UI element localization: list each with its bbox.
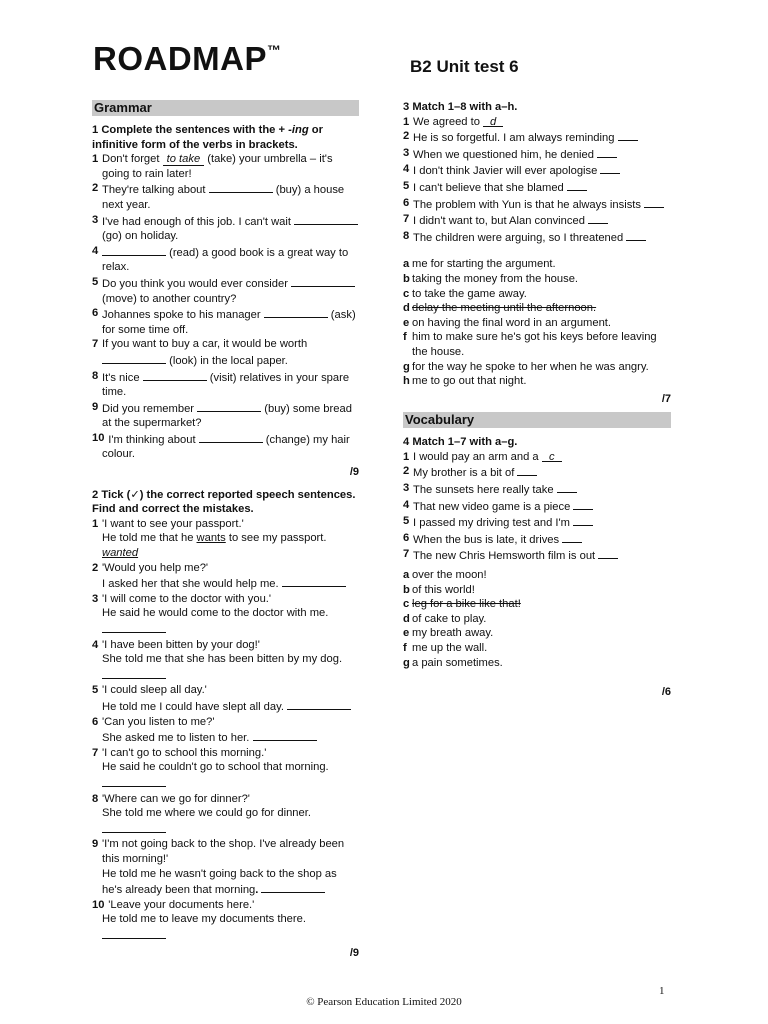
answer-blank[interactable] — [597, 146, 617, 158]
ex2-item-7: 7 'I can't go to school this morning.' He said he couldn't go to school that morning. — [92, 746, 359, 792]
ex2-item-3: 3 'I will come to the doctor with you.' He said he would come to the doctor with me. — [92, 592, 359, 638]
vocab-item-7: 7 The new Chris Hemsworth film is out — [403, 547, 671, 564]
exercise-1-score: /9 — [349, 466, 359, 479]
match-item-6: 6 The problem with Yun is that he always insists — [403, 196, 671, 213]
page-number: 1 — [659, 985, 665, 997]
ex1-item-7: 7 If you want to buy a car, it would be worth (look) in the local paper. — [92, 338, 308, 367]
answer-blank[interactable] — [102, 244, 166, 256]
answer-blank[interactable] — [287, 698, 351, 710]
unit-title: B2 Unit test 6 — [410, 57, 519, 76]
vocab-option-g: g a pain sometimes. — [403, 656, 503, 669]
ex1-item-8: 8 It's nice (visit) relatives in your spare time. — [92, 369, 350, 399]
ex2-item-6: 6 'Can you listen to me?' She asked me to listen to her. — [92, 715, 359, 746]
ex2-item-8: 8 'Where can we go for dinner?' She told me where we could go for dinner. — [92, 792, 359, 838]
ex1-item-6: 6 Johannes spoke to his manager (ask) for some time off. — [92, 307, 356, 336]
ex2-item-5: 5 'I could sleep all day.' He told me I could have slept all day. — [92, 683, 359, 714]
match-option-b: b taking the money from the house. — [403, 272, 579, 285]
vocab-option-c: c leg for a bike like that! — [403, 598, 521, 611]
answer-blank[interactable] — [291, 275, 355, 287]
answer-blank[interactable] — [600, 162, 620, 174]
exercise-4-options — [403, 568, 671, 670]
match-item-8: 8 The children were arguing, so I threatened — [403, 229, 671, 246]
match-item-5: 5 I can't believe that she blamed — [403, 179, 671, 196]
copyright-footer: © Pearson Education Limited 2020 — [306, 996, 462, 1008]
left-column — [92, 100, 359, 961]
ex2-item-10: 10 'Leave your documents here.' He told me to leave my documents there. — [92, 898, 359, 944]
match-item-2: 2 He is so forgetful. I am always reminding — [403, 129, 671, 146]
match-item-1: 1 We agreed to d — [403, 115, 671, 130]
answer-blank[interactable] — [573, 514, 593, 526]
exercise-4-score: /6 — [661, 686, 671, 699]
match-option-c: c to take the game away. — [403, 287, 527, 300]
vocab-option-a: a over the moon! — [403, 569, 487, 582]
exercise-3-score: /7 — [661, 392, 671, 405]
match-option-g: g for the way he spoke to her when he was angry. — [403, 360, 649, 373]
answer-blank[interactable] — [294, 213, 358, 225]
answer-blank[interactable] — [261, 881, 325, 893]
vocabulary-heading: Vocabulary — [403, 412, 671, 428]
answer-blank[interactable] — [562, 531, 582, 543]
example-answer: to take — [163, 153, 205, 166]
exercise-1-instructions: 1 Complete the sentences with the + -ing or infinitive form of the verbs in brackets. — [92, 124, 323, 151]
ex1-item-9: 9 Did you remember (buy) some bread at the supermarket? — [92, 400, 352, 430]
vocab-option-b: b of this world! — [403, 583, 475, 596]
vocab-option-d: d of cake to play. — [403, 612, 487, 625]
ex2-item-9: 9 'I'm not going back to the shop. I've already been this morning!' He told me he wasn't going back to the shop as he's already been that morning. — [92, 838, 345, 897]
grammar-heading: Grammar — [92, 100, 359, 116]
exercise-3-instructions: 3 Match 1–8 with a–h. — [403, 101, 518, 113]
ex1-item-1: 1 Don't forget to take (take) your umbrella – it's going to rain later! — [92, 153, 333, 180]
answer-blank[interactable] — [573, 498, 593, 510]
answer-blank[interactable] — [588, 212, 608, 224]
answer-blank[interactable] — [557, 481, 577, 493]
answer-blank[interactable]: d — [483, 115, 503, 127]
match-item-7: 7 I didn't want to, but Alan convinced — [403, 212, 671, 229]
exercise-2-instructions: 2 Tick (✓) the correct reported speech sentences. Find and correct the mistakes. — [92, 488, 356, 516]
answer-blank[interactable] — [102, 621, 166, 633]
vocab-option-f: f me up the wall. — [403, 642, 488, 654]
answer-blank[interactable] — [264, 306, 328, 318]
ex1-item-4: 4 (read) a good book is a great way to relax. — [92, 244, 349, 274]
answer-blank[interactable] — [644, 196, 664, 208]
match-item-4: 4 I don't think Javier will ever apologise — [403, 162, 671, 179]
answer-blank[interactable] — [567, 179, 587, 191]
exercise-4-items — [403, 450, 671, 564]
answer-blank[interactable] — [199, 431, 263, 443]
ex1-item-10: 10 I'm thinking about (change) my hair colour. — [92, 431, 350, 461]
ex1-item-2: 2 They're talking about (buy) a house next year. — [92, 182, 345, 211]
vocab-item-6: 6 When the bus is late, it drives — [403, 531, 671, 548]
match-option-h: h me to go out that night. — [403, 375, 527, 388]
answer-blank[interactable] — [209, 181, 273, 193]
match-item-3: 3 When we questioned him, he denied — [403, 146, 671, 163]
ex2-item-1: 1 'I want to see your passport.' He told me that he wants to see my passport. wanted — [92, 517, 359, 561]
right-column — [403, 100, 671, 700]
answer-blank[interactable] — [618, 129, 638, 141]
answer-blank[interactable]: c — [542, 450, 562, 462]
vocab-item-3: 3 The sunsets here really take — [403, 481, 671, 498]
vocab-item-5: 5 I passed my driving test and I'm — [403, 514, 671, 531]
answer-blank[interactable] — [102, 352, 166, 364]
answer-blank[interactable] — [102, 775, 166, 787]
answer-blank[interactable] — [197, 400, 261, 412]
answer-blank[interactable] — [102, 821, 166, 833]
answer-blank[interactable] — [282, 575, 346, 587]
answer-blank[interactable] — [102, 667, 166, 679]
vocab-item-2: 2 My brother is a bit of — [403, 464, 671, 481]
vocab-item-4: 4 That new video game is a piece — [403, 498, 671, 515]
answer-blank[interactable] — [598, 547, 618, 559]
ex1-item-5: 5 Do you think you would ever consider (move) to another country? — [92, 275, 359, 306]
ex1-item-3: 3 I've had enough of this job. I can't wait (go) on holiday. — [92, 213, 359, 244]
answer-blank[interactable] — [143, 369, 207, 381]
match-option-a: a me for starting the argument. — [403, 258, 556, 271]
answer-blank[interactable] — [517, 464, 537, 476]
brand-logo: ROADMAP™ — [93, 40, 282, 77]
exercise-2-score: /9 — [349, 947, 359, 960]
vocab-option-e: e my breath away. — [403, 627, 494, 640]
vocab-item-1: 1 I would pay an arm and a c — [403, 450, 671, 465]
answer-blank[interactable] — [102, 927, 166, 939]
exercise-3-options — [403, 257, 671, 388]
match-option-e: e on having the final word in an argument. — [403, 316, 612, 329]
answer-blank[interactable] — [626, 229, 646, 241]
exercise-3-items — [403, 115, 671, 246]
ex2-item-4: 4 'I have been bitten by your dog!' She told me that she has been bitten by my dog. — [92, 638, 359, 684]
ex2-item-2: 2 'Would you help me?' I asked her that she would help me. — [92, 561, 359, 592]
match-option-f: f him to make sure he's got his keys before leaving the house. — [403, 331, 657, 358]
example-correction: wanted — [102, 547, 139, 560]
exercise-4-instructions: 4 Match 1–7 with a–g. — [403, 436, 518, 449]
match-option-d: d delay the meeting until the afternoon. — [403, 302, 597, 315]
answer-blank[interactable] — [253, 729, 317, 741]
